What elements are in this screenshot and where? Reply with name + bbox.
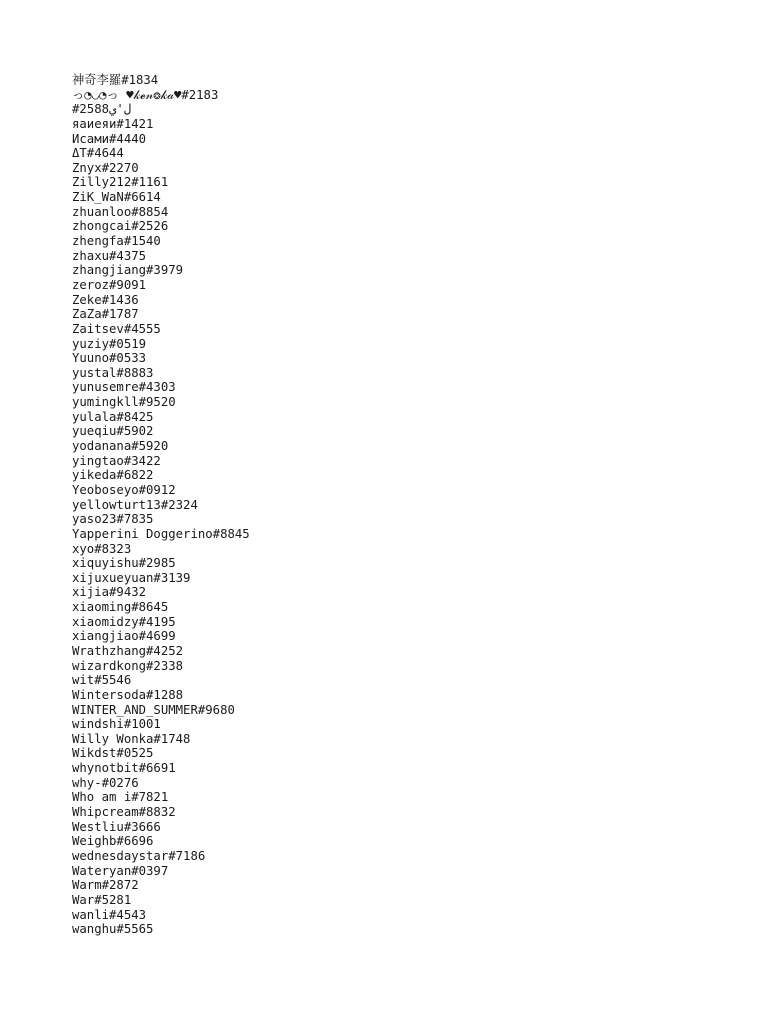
username-entry: yustal#8883 [72, 365, 154, 380]
username-entry: Wintersoda#1288 [72, 687, 184, 702]
username-entry: wit#5546 [72, 673, 132, 688]
username-entry: Yuuno#0533 [72, 351, 147, 366]
username-entry: yumingkll#9520 [72, 395, 176, 410]
username-entry: yellowturt13#2324 [72, 497, 198, 512]
username-entry: 神奇李羅#1834 [72, 73, 159, 87]
username-entry: wednesdaystar#7186 [72, 848, 206, 863]
username-entry: ZiK_WaN#6614 [72, 190, 161, 205]
username-list [72, 73, 712, 937]
username-entry: ZaZa#1787 [72, 307, 139, 322]
username-entry: Wrathzhang#4252 [72, 643, 184, 658]
username-entry: yingtao#3422 [72, 453, 161, 468]
username-entry: xiaomidzy#4195 [72, 614, 176, 629]
username-entry: why-#0276 [72, 775, 139, 790]
username-entry: Whipcream#8832 [72, 805, 176, 820]
username-entry: yodanana#5920 [72, 439, 169, 454]
username-entry: zhaxu#4375 [72, 248, 147, 263]
username-entry: Wikdst#0525 [72, 746, 154, 761]
username-entry: yuziy#0519 [72, 336, 147, 351]
username-entry: Zeke#1436 [72, 292, 139, 307]
username-entry: wanli#4543 [72, 907, 147, 922]
username-entry: xiangjiao#4699 [72, 629, 176, 644]
username-entry: Who am i#7821 [72, 790, 169, 805]
username-entry: Westliu#3666 [72, 819, 161, 834]
username-entry: Wateryan#0397 [72, 863, 169, 878]
username-entry: whynotbit#6691 [72, 761, 176, 776]
username-entry: xijuxueyuan#3139 [72, 570, 191, 585]
username-entry: zhuanloo#8854 [72, 204, 169, 219]
username-entry: っ◔◡◔っ ♥𝓀𝓮𝓃❂𝓀𝒶♥#2183 [72, 87, 219, 102]
username-entry: ΔT#4644 [72, 146, 124, 161]
username-entry: zeroz#9091 [72, 277, 147, 292]
username-entry: Исами#4440 [72, 131, 147, 146]
username-entry: xiquyishu#2985 [72, 556, 176, 571]
username-entry: Yeoboseyo#0912 [72, 482, 176, 497]
username-entry: wizardkong#2338 [72, 658, 184, 673]
username-entry: yunusemre#4303 [72, 380, 176, 395]
username-entry: Zilly212#1161 [72, 175, 169, 190]
username-entry: xiaoming#8645 [72, 600, 169, 615]
username-entry: xijia#9432 [72, 585, 147, 600]
username-entry: wanghu#5565 [72, 922, 154, 937]
username-entry: War#5281 [72, 892, 132, 907]
username-entry: zhongcai#2526 [72, 219, 169, 234]
document-page [72, 73, 712, 937]
username-entry: xyo#8323 [72, 541, 132, 556]
username-entry: windshi#1001 [72, 717, 161, 732]
username-entry: Zaitsev#4555 [72, 321, 161, 336]
username-entry: #2588ل'ي [72, 102, 132, 117]
username-entry: yulala#8425 [72, 409, 154, 424]
username-entry: Willy Wonka#1748 [72, 731, 191, 746]
username-entry: WINTER_AND_SUMMER#9680 [72, 702, 235, 717]
username-entry: Warm#2872 [72, 878, 139, 893]
username-entry: Yapperini Doggerino#8845 [72, 526, 250, 541]
username-entry: yaso23#7835 [72, 512, 154, 527]
username-entry: zhangjiang#3979 [72, 263, 184, 278]
username-entry: zhengfa#1540 [72, 234, 161, 249]
username-entry: Znyx#2270 [72, 160, 139, 175]
username-entry: yikeda#6822 [72, 468, 154, 483]
username-entry: yueqiu#5902 [72, 424, 154, 439]
username-entry: Weighb#6696 [72, 834, 154, 849]
username-entry: яаиеяи#1421 [72, 116, 154, 131]
